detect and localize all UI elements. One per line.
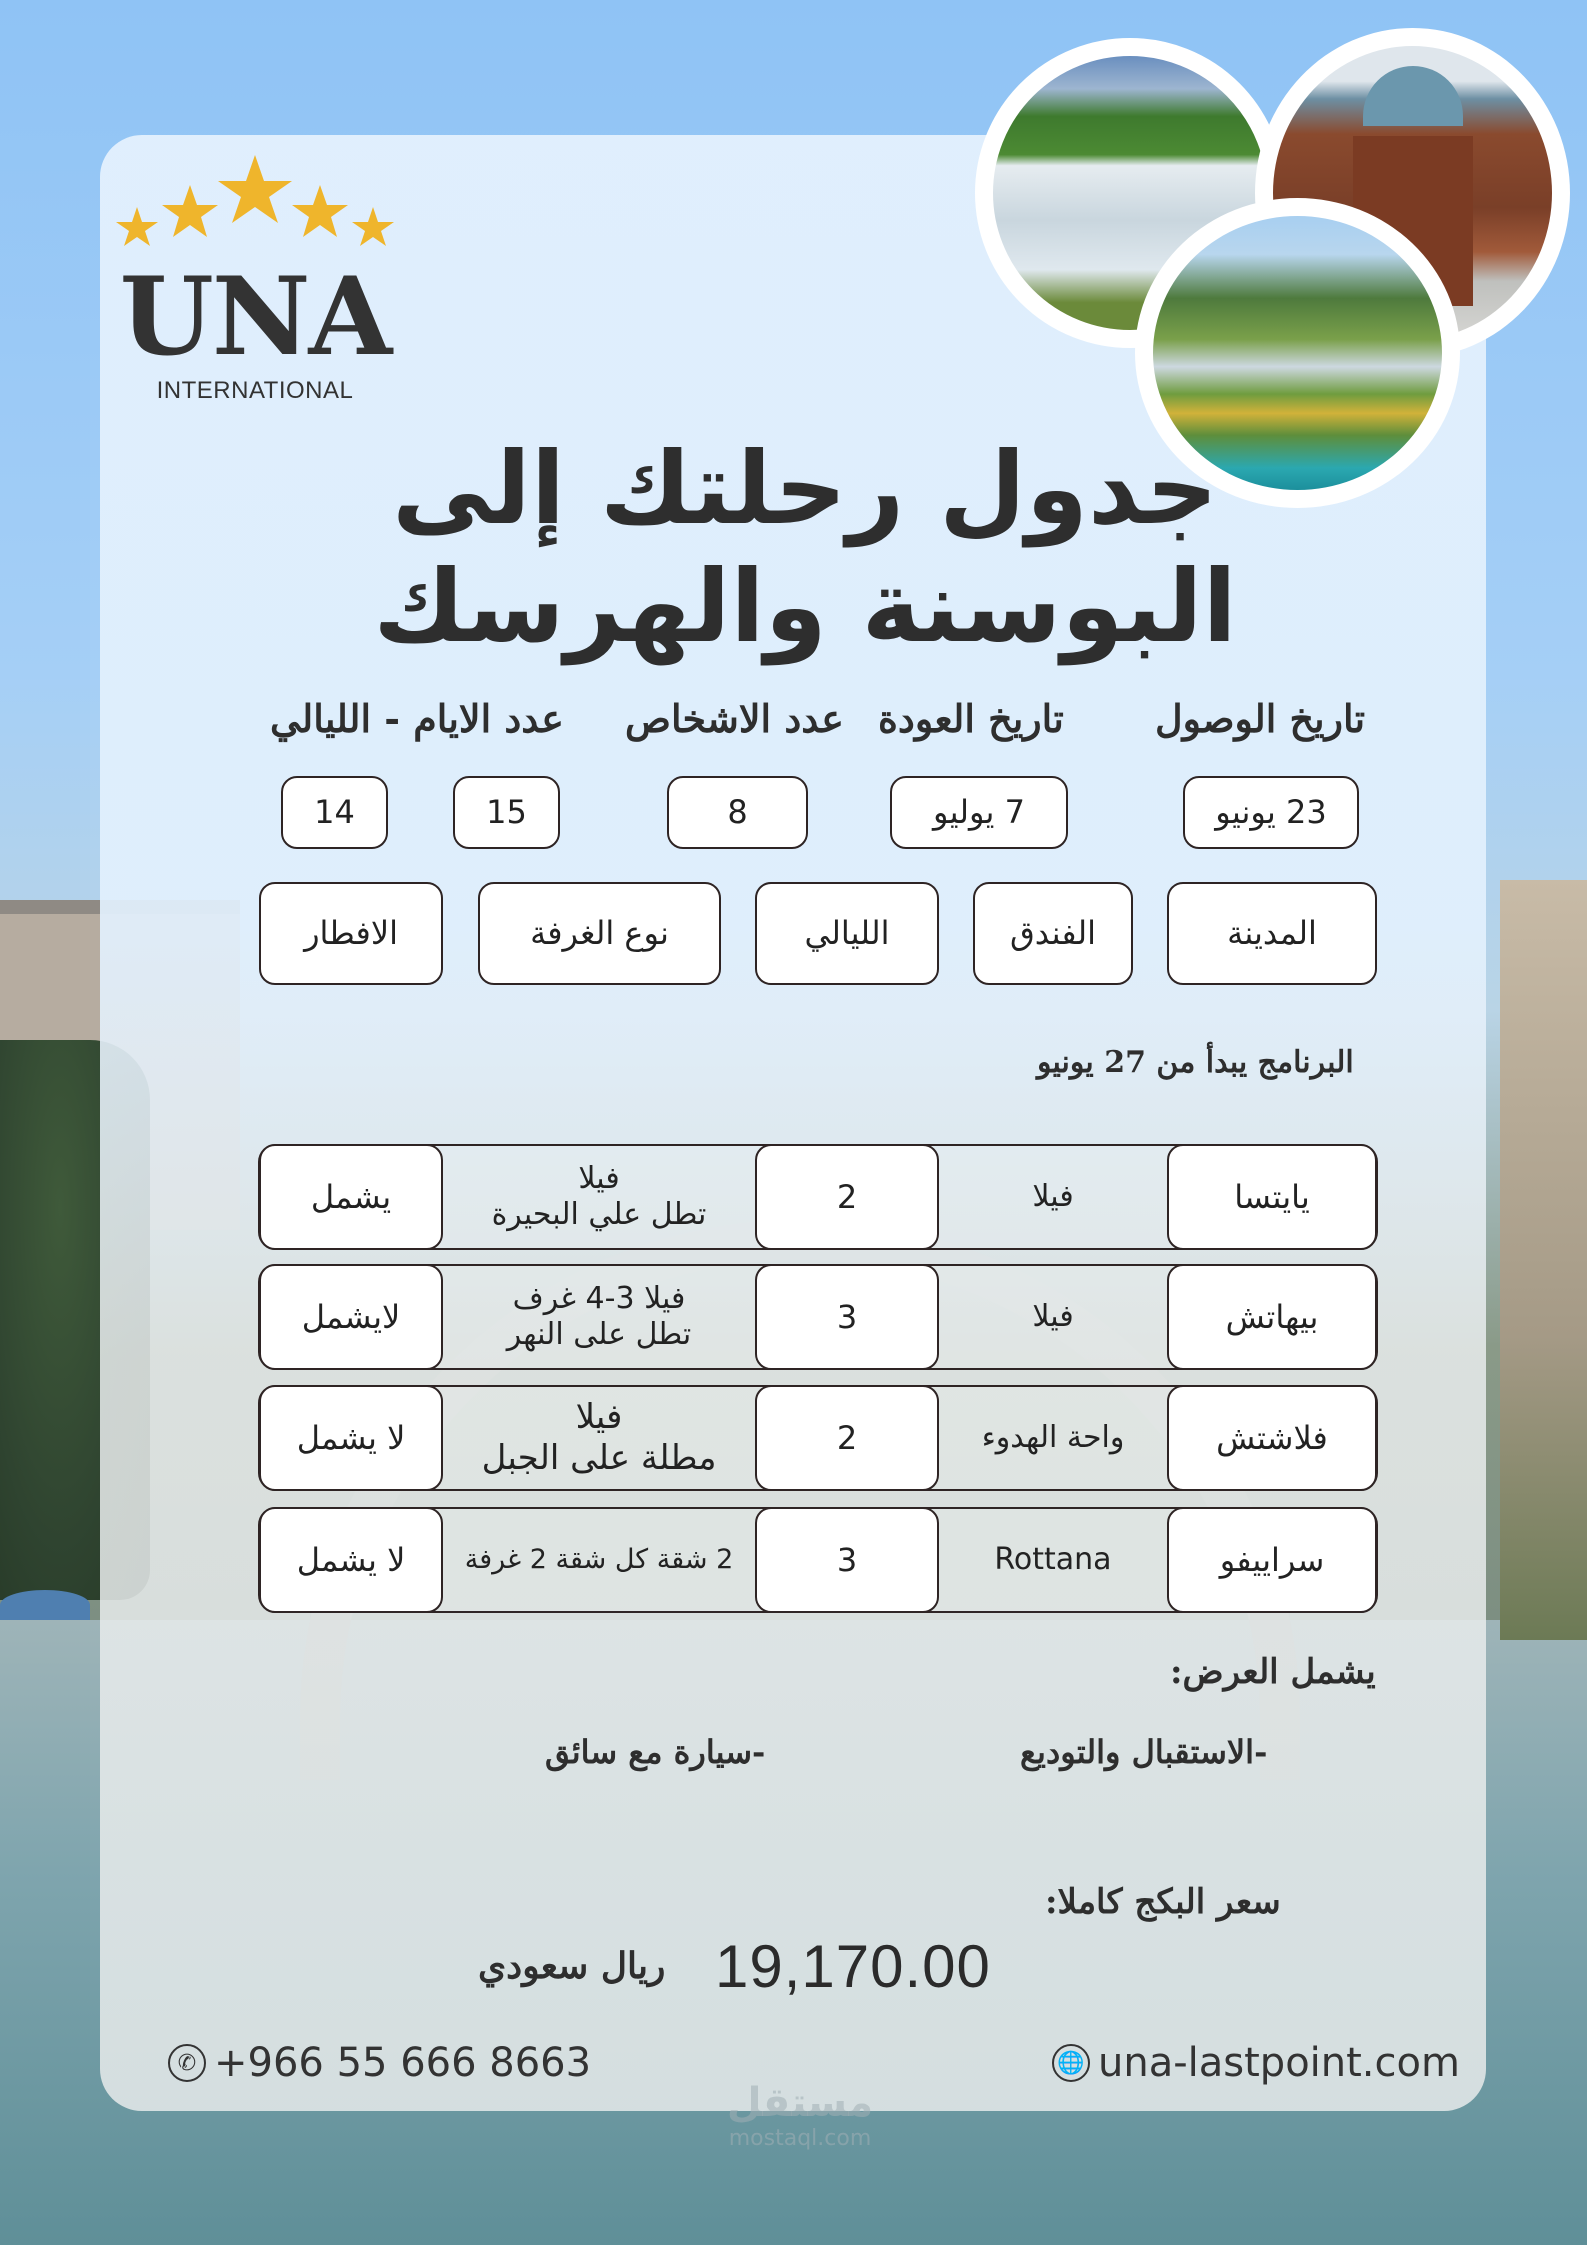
- watermark: [700, 2080, 900, 2151]
- persons-field: 8: [667, 776, 808, 849]
- cell-city: سراييفو: [1167, 1507, 1377, 1613]
- cell-breakfast: يشمل: [259, 1144, 443, 1250]
- room-type-line-1: فيلا 3-4 غرف: [512, 1281, 686, 1316]
- phone-icon: ✆: [168, 2044, 206, 2082]
- cell-hotel: واحة الهدوء: [981, 1420, 1125, 1455]
- column-header-city: المدينة: [1167, 882, 1377, 985]
- column-header-hotel: الفندق: [973, 882, 1133, 985]
- cell-hotel: Rottana: [994, 1542, 1112, 1577]
- cell-hotel: فيلا: [1032, 1179, 1074, 1214]
- title-line-1: جدول رحلتك إلى: [392, 430, 1218, 547]
- days-field: 15: [453, 776, 560, 849]
- globe-icon: 🌐: [1052, 2044, 1090, 2082]
- nights-field: 14: [281, 776, 388, 849]
- page-title: [330, 430, 1280, 666]
- offer-item-reception: -الاستقبال والتوديع: [1020, 1733, 1268, 1771]
- room-type-line-2: تطل على النهر: [506, 1317, 692, 1352]
- header-return: تاريخ العودة: [878, 696, 1064, 741]
- cell-room-type: [443, 1264, 755, 1370]
- column-header-room-type: نوع الغرفة: [478, 882, 721, 985]
- cell-hotel: فيلا: [1032, 1299, 1074, 1334]
- cell-nights: 2: [755, 1385, 939, 1491]
- title-line-2: البوسنة والهرسك: [373, 548, 1237, 665]
- cell-breakfast: لايشمل: [259, 1264, 443, 1370]
- price-currency: ريال سعودي: [478, 1945, 666, 1987]
- cell-city: يايتسا: [1167, 1144, 1377, 1250]
- column-header-breakfast: الافطار: [259, 882, 443, 985]
- cell-city: فلاشتش: [1167, 1385, 1377, 1491]
- arrival-date-field: 23 يونيو: [1183, 776, 1359, 849]
- return-date-field: 7 يوليو: [890, 776, 1068, 849]
- five-stars-icon: [115, 145, 395, 265]
- tower-right-background: [1500, 880, 1587, 1640]
- cell-nights: 2: [755, 1144, 939, 1250]
- umbrella-background: [0, 1590, 90, 1620]
- offer-item-car: -سيارة مع سائق: [545, 1733, 766, 1771]
- brand-logo: [115, 145, 395, 415]
- brand-subtitle: INTERNATIONAL: [156, 377, 354, 404]
- price-label: سعر البكج كاملا:: [1045, 1882, 1281, 1922]
- room-type-line-1: فيلا: [575, 1397, 623, 1438]
- cell-room-type: [443, 1144, 755, 1250]
- header-persons: عدد الاشخاص: [625, 696, 844, 741]
- room-type-line-1: فيلا: [578, 1161, 620, 1196]
- cell-city: بيهاتش: [1167, 1264, 1377, 1370]
- cell-room-type: 2 شقة كل شقة 2 غرفة: [464, 1543, 734, 1575]
- offer-heading: يشمل العرض:: [1170, 1652, 1376, 1692]
- header-days-nights: عدد الايام - الليالي: [270, 696, 564, 741]
- cell-breakfast: لا يشمل: [259, 1507, 443, 1613]
- cell-nights: 3: [755, 1507, 939, 1613]
- cell-nights: 3: [755, 1264, 939, 1370]
- watermark-arabic: مستقل: [726, 2080, 874, 2126]
- column-header-nights: الليالي: [755, 882, 939, 985]
- program-start-note: البرنامج يبدأ من 27 يونيو: [1037, 1045, 1354, 1080]
- cell-room-type: [443, 1385, 755, 1491]
- fountain-dome: [1363, 66, 1463, 126]
- cell-breakfast: لا يشمل: [259, 1385, 443, 1491]
- price-amount: 19,170.00: [715, 1933, 991, 2000]
- room-type-line-2: تطل علي البحيرة: [491, 1197, 707, 1232]
- header-arrival: تاريخ الوصول: [1155, 696, 1366, 741]
- website-link[interactable]: una-lastpoint.com: [1098, 2040, 1460, 2086]
- footer-website[interactable]: [1052, 2040, 1460, 2086]
- brand-name: UNA: [119, 254, 391, 380]
- phone-number[interactable]: +966 55 666 8663: [214, 2040, 592, 2086]
- footer-phone[interactable]: [168, 2040, 591, 2086]
- room-type-line-2: مطلة على الجبل: [481, 1438, 717, 1478]
- watermark-latin: mostaql.com: [728, 2126, 872, 2151]
